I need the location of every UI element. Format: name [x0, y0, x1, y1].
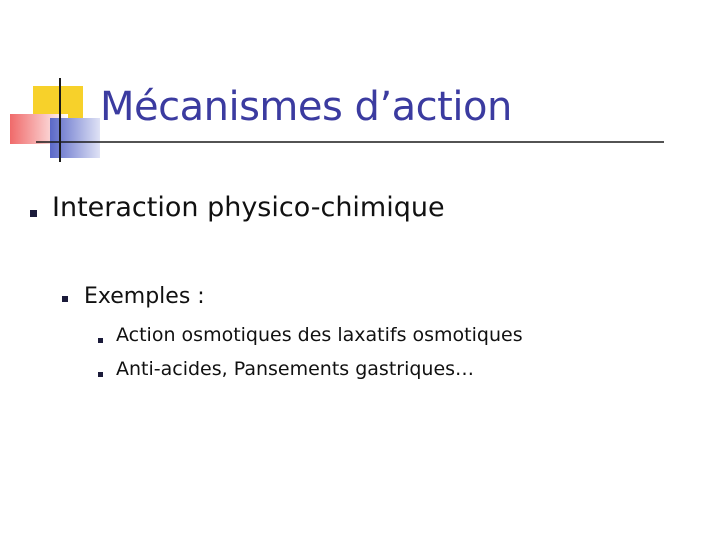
bullet-text-level-2: Exemples :	[84, 284, 205, 309]
bullet-level-1	[30, 210, 37, 217]
bullet-level-2	[62, 296, 68, 302]
bullet-text-level-3: Anti-acides, Pansements gastriques…	[116, 358, 475, 380]
bullet-level-3	[98, 372, 103, 377]
bullet-level-3	[98, 338, 103, 343]
blue-gradient-block	[50, 118, 100, 158]
slide-title: Mécanismes d’action	[100, 84, 512, 130]
bullet-text-level-3: Action osmotiques des laxatifs osmotiques	[116, 324, 523, 346]
bullet-text-level-1: Interaction physico-chimique	[52, 192, 445, 223]
